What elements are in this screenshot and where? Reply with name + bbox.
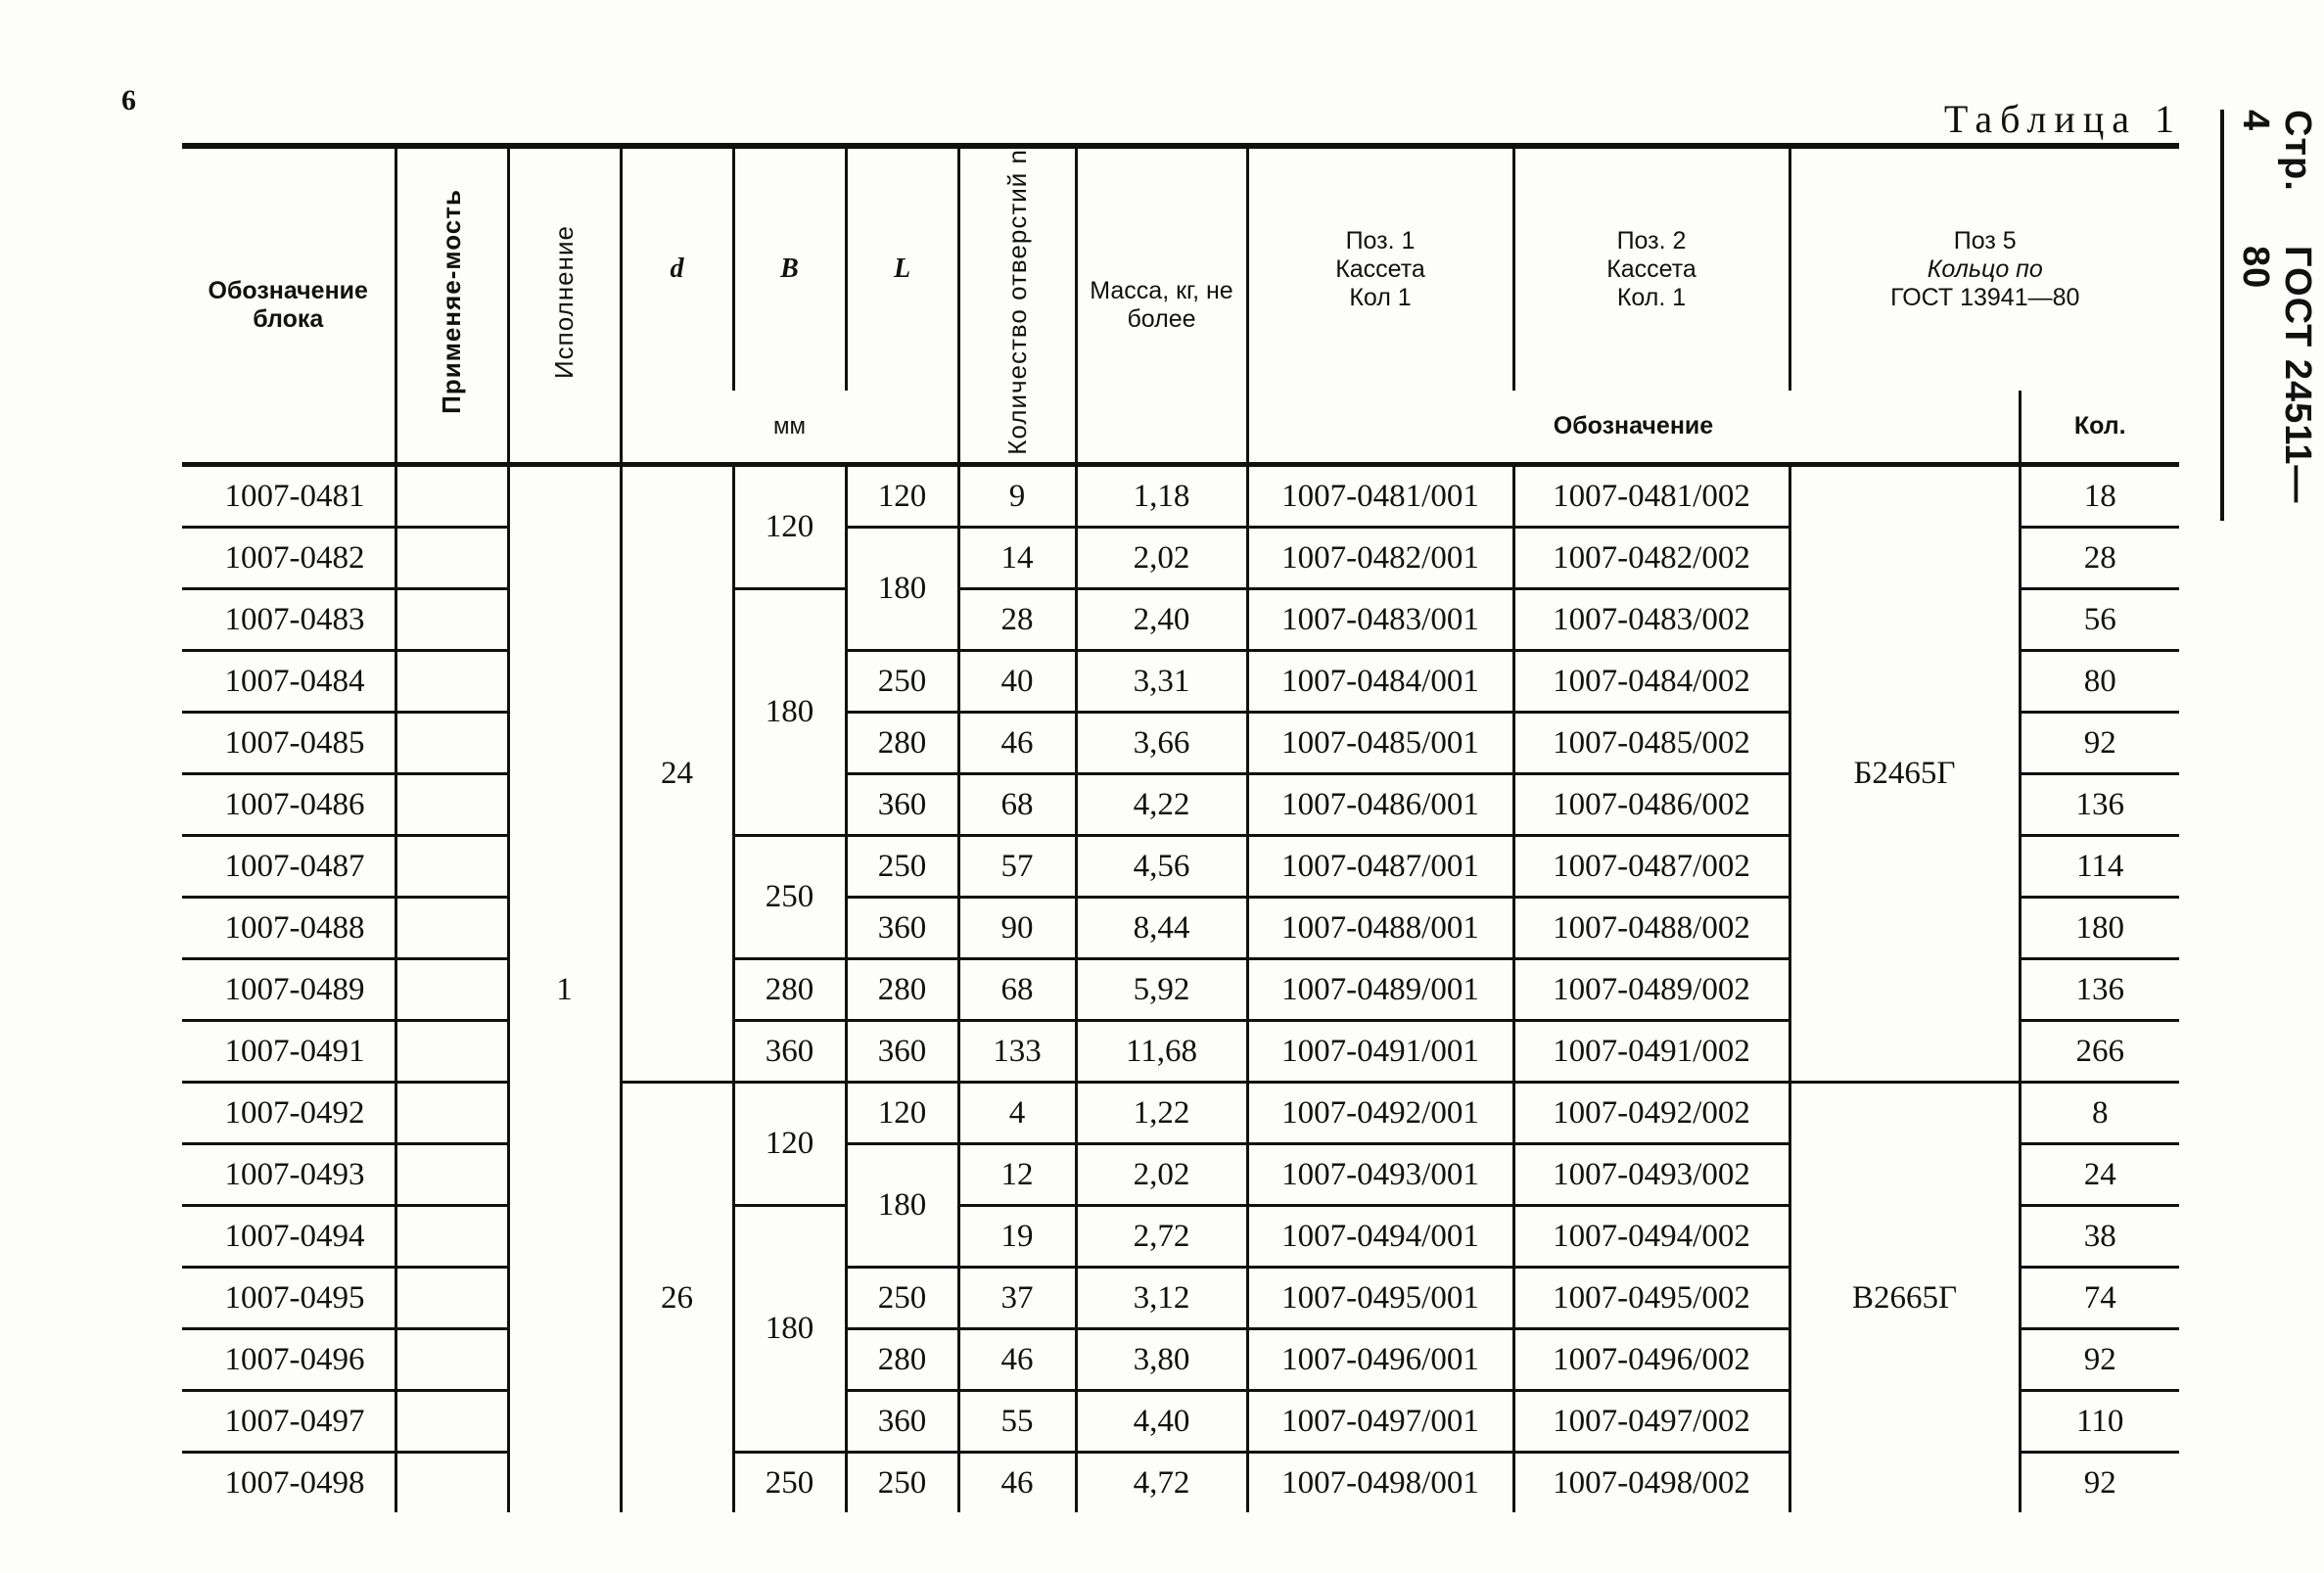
block-designation: 1007-0489 [182, 958, 395, 1020]
applicability-cell [395, 588, 508, 650]
pos1-line-3: Кол 1 [1349, 283, 1412, 311]
block-designation: 1007-0481 [182, 464, 395, 527]
applicability-cell [395, 1143, 508, 1205]
pos2-designation: 1007-0494/002 [1513, 1205, 1789, 1267]
ring-qty: 56 [2020, 588, 2179, 650]
block-designation: 1007-0494 [182, 1205, 395, 1267]
holes-count: 28 [958, 588, 1076, 650]
holes-count: 68 [958, 773, 1076, 835]
ring-designation: В2665Г [1789, 1082, 2020, 1512]
block-designation: 1007-0484 [182, 650, 395, 712]
holes-count: 19 [958, 1205, 1076, 1267]
holes-count: 68 [958, 958, 1076, 1020]
block-designation: 1007-0486 [182, 773, 395, 835]
pos1-designation: 1007-0483/001 [1247, 588, 1513, 650]
ring-qty: 74 [2020, 1267, 2179, 1328]
mass-value: 1,18 [1076, 464, 1247, 527]
holes-count: 46 [958, 712, 1076, 773]
pos2-line-1: Поз. 2 [1616, 226, 1687, 254]
header-mm: мм [621, 391, 958, 465]
block-designation: 1007-0482 [182, 527, 395, 588]
mass-value: 4,22 [1076, 773, 1247, 835]
b-value: 280 [733, 958, 846, 1020]
pos1-designation: 1007-0493/001 [1247, 1143, 1513, 1205]
applicability-cell [395, 1020, 508, 1082]
pos1-designation: 1007-0494/001 [1247, 1205, 1513, 1267]
pos2-designation: 1007-0488/002 [1513, 897, 1789, 958]
pos2-designation: 1007-0491/002 [1513, 1020, 1789, 1082]
pos2-designation: 1007-0497/002 [1513, 1390, 1789, 1452]
pos1-designation: 1007-0495/001 [1247, 1267, 1513, 1328]
pos2-designation: 1007-0495/002 [1513, 1267, 1789, 1328]
ring-qty: 80 [2020, 650, 2179, 712]
mass-value: 4,56 [1076, 835, 1247, 897]
pos1-designation: 1007-0487/001 [1247, 835, 1513, 897]
mass-value: 1,22 [1076, 1082, 1247, 1143]
pos2-designation: 1007-0492/002 [1513, 1082, 1789, 1143]
page-number: Стр. 4 [2235, 110, 2318, 192]
applicability-cell [395, 1328, 508, 1390]
table-body [182, 464, 2179, 1512]
pos2-designation: 1007-0498/002 [1513, 1452, 1789, 1512]
header-d: d [621, 146, 733, 391]
block-designation: 1007-0487 [182, 835, 395, 897]
mass-value: 2,40 [1076, 588, 1247, 650]
ring-qty: 28 [2020, 527, 2179, 588]
applicability-cell [395, 464, 508, 527]
pos1-designation: 1007-0486/001 [1247, 773, 1513, 835]
header-designation: Обозначение [1247, 391, 2020, 465]
pos1-line-2: Кассета [1335, 254, 1425, 283]
table-row [182, 1082, 2179, 1143]
pos2-designation: 1007-0487/002 [1513, 835, 1789, 897]
block-designation: 1007-0497 [182, 1390, 395, 1452]
block-designation: 1007-0495 [182, 1267, 395, 1328]
spec-table [182, 143, 2179, 1512]
mass-value: 11,68 [1076, 1020, 1247, 1082]
header-pos5 [1789, 146, 2179, 391]
mass-value: 8,44 [1076, 897, 1247, 958]
l-value: 250 [846, 1452, 958, 1512]
mass-value: 2,02 [1076, 1143, 1247, 1205]
mass-value: 4,72 [1076, 1452, 1247, 1512]
applicability-cell [395, 897, 508, 958]
pos1-designation: 1007-0497/001 [1247, 1390, 1513, 1452]
pos2-designation: 1007-0483/002 [1513, 588, 1789, 650]
l-value: 360 [846, 897, 958, 958]
holes-count: 55 [958, 1390, 1076, 1452]
applicability-cell [395, 1452, 508, 1512]
holes-count: 9 [958, 464, 1076, 527]
holes-count: 46 [958, 1328, 1076, 1390]
pos1-designation: 1007-0489/001 [1247, 958, 1513, 1020]
ring-qty: 18 [2020, 464, 2179, 527]
header-qty: Кол. [2020, 391, 2179, 465]
l-value: 360 [846, 1020, 958, 1082]
block-designation: 1007-0498 [182, 1452, 395, 1512]
b-value: 120 [733, 1082, 846, 1205]
pos2-designation: 1007-0489/002 [1513, 958, 1789, 1020]
pos5-line-1: Поз 5 [1953, 226, 2017, 254]
pos2-designation: 1007-0481/002 [1513, 464, 1789, 527]
l-value: 120 [846, 1082, 958, 1143]
l-value: 250 [846, 1267, 958, 1328]
version-cell: 1 [508, 464, 621, 1512]
header-applicability: Применяе-мость [395, 146, 508, 464]
holes-count: 133 [958, 1020, 1076, 1082]
pos1-designation: 1007-0488/001 [1247, 897, 1513, 958]
mass-value: 2,72 [1076, 1205, 1247, 1267]
pos1-designation: 1007-0498/001 [1247, 1452, 1513, 1512]
pos1-line-1: Поз. 1 [1345, 226, 1416, 254]
pos2-line-3: Кол. 1 [1616, 283, 1687, 311]
ring-qty: 24 [2020, 1143, 2179, 1205]
holes-count: 46 [958, 1452, 1076, 1512]
holes-count: 57 [958, 835, 1076, 897]
block-designation: 1007-0491 [182, 1020, 395, 1082]
l-value: 180 [846, 527, 958, 650]
b-value: 180 [733, 1205, 846, 1452]
holes-count: 40 [958, 650, 1076, 712]
ring-qty: 92 [2020, 1328, 2179, 1390]
ring-designation: Б2465Г [1789, 464, 2020, 1082]
ring-qty: 92 [2020, 1452, 2179, 1512]
pos2-designation: 1007-0493/002 [1513, 1143, 1789, 1205]
l-value: 280 [846, 958, 958, 1020]
mass-value: 5,92 [1076, 958, 1247, 1020]
pos5-line-3: ГОСТ 13941—80 [1890, 283, 2080, 311]
side-header [2220, 110, 2318, 521]
applicability-cell [395, 1082, 508, 1143]
applicability-cell [395, 1267, 508, 1328]
mass-value: 3,80 [1076, 1328, 1247, 1390]
table-row [182, 464, 2179, 527]
l-value: 250 [846, 835, 958, 897]
pos1-designation: 1007-0496/001 [1247, 1328, 1513, 1390]
ring-qty: 266 [2020, 1020, 2179, 1082]
pos1-designation: 1007-0492/001 [1247, 1082, 1513, 1143]
pos5-line-2: Кольцо по [1927, 254, 2043, 283]
header-mass: Масса, кг, не более [1076, 146, 1247, 464]
holes-count: 37 [958, 1267, 1076, 1328]
pos1-designation: 1007-0491/001 [1247, 1020, 1513, 1082]
applicability-cell [395, 650, 508, 712]
table-title: Таблица 1 [1943, 97, 2182, 141]
mass-value: 3,66 [1076, 712, 1247, 773]
block-designation: 1007-0496 [182, 1328, 395, 1390]
d-value: 24 [621, 464, 733, 1082]
header-version: Исполнение [508, 146, 621, 464]
l-value: 120 [846, 464, 958, 527]
mass-value: 2,02 [1076, 527, 1247, 588]
header-b: B [733, 146, 846, 391]
pos2-designation: 1007-0482/002 [1513, 527, 1789, 588]
l-value: 280 [846, 712, 958, 773]
pos1-designation: 1007-0485/001 [1247, 712, 1513, 773]
ring-qty: 180 [2020, 897, 2179, 958]
block-designation: 1007-0488 [182, 897, 395, 958]
applicability-cell [395, 958, 508, 1020]
ring-qty: 136 [2020, 773, 2179, 835]
applicability-cell [395, 773, 508, 835]
l-value: 280 [846, 1328, 958, 1390]
b-value: 120 [733, 464, 846, 588]
applicability-cell [395, 1390, 508, 1452]
pos2-designation: 1007-0485/002 [1513, 712, 1789, 773]
pos2-designation: 1007-0484/002 [1513, 650, 1789, 712]
holes-count: 90 [958, 897, 1076, 958]
block-designation: 1007-0485 [182, 712, 395, 773]
pos2-line-2: Кассета [1606, 254, 1697, 283]
header-pos1 [1247, 146, 1513, 391]
ring-qty: 136 [2020, 958, 2179, 1020]
mass-value: 4,40 [1076, 1390, 1247, 1452]
applicability-cell [395, 712, 508, 773]
page-mark: 6 [121, 84, 136, 116]
b-value: 250 [733, 835, 846, 958]
ring-qty: 38 [2020, 1205, 2179, 1267]
b-value: 250 [733, 1452, 846, 1512]
ring-qty: 110 [2020, 1390, 2179, 1452]
pos1-designation: 1007-0482/001 [1247, 527, 1513, 588]
block-designation: 1007-0493 [182, 1143, 395, 1205]
pos1-designation: 1007-0481/001 [1247, 464, 1513, 527]
mass-value: 3,31 [1076, 650, 1247, 712]
spec-table-container [182, 143, 2179, 1512]
header-pos2 [1513, 146, 1789, 391]
applicability-cell [395, 527, 508, 588]
d-value: 26 [621, 1082, 733, 1512]
header-l: L [846, 146, 958, 391]
ring-qty: 114 [2020, 835, 2179, 897]
ring-qty: 8 [2020, 1082, 2179, 1143]
header-block: Обозначение блока [182, 146, 395, 464]
holes-count: 12 [958, 1143, 1076, 1205]
mass-value: 3,12 [1076, 1267, 1247, 1328]
pos2-designation: 1007-0496/002 [1513, 1328, 1789, 1390]
pos1-designation: 1007-0484/001 [1247, 650, 1513, 712]
holes-count: 14 [958, 527, 1076, 588]
ring-qty: 92 [2020, 712, 2179, 773]
block-designation: 1007-0492 [182, 1082, 395, 1143]
block-designation: 1007-0483 [182, 588, 395, 650]
b-value: 180 [733, 588, 846, 835]
l-value: 250 [846, 650, 958, 712]
holes-count: 4 [958, 1082, 1076, 1143]
applicability-cell [395, 1205, 508, 1267]
standard-number: ГОСТ 24511—80 [2235, 246, 2318, 504]
applicability-cell [395, 835, 508, 897]
l-value: 360 [846, 773, 958, 835]
pos2-designation: 1007-0486/002 [1513, 773, 1789, 835]
header-holes: Количество отверстий n [958, 146, 1076, 464]
l-value: 360 [846, 1390, 958, 1452]
b-value: 360 [733, 1020, 846, 1082]
l-value: 180 [846, 1143, 958, 1267]
